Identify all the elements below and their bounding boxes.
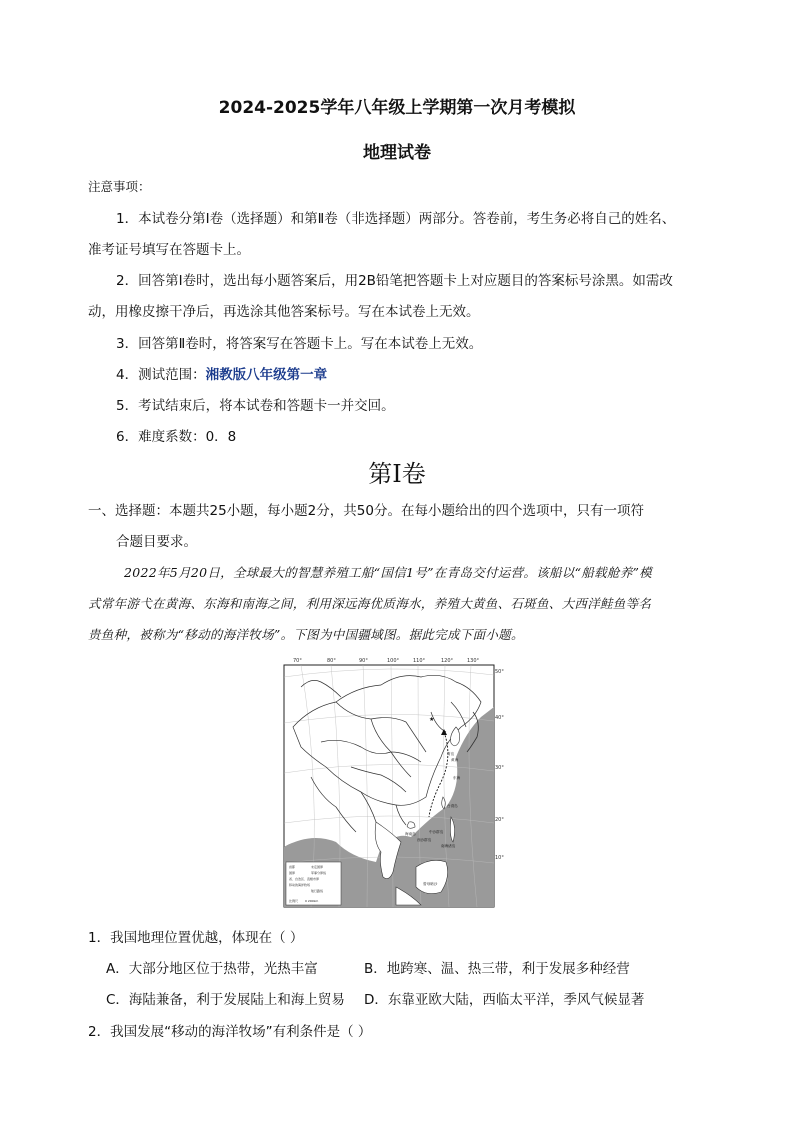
note-item-3: 3．回答第Ⅱ卷时，将答案写在答题卡上。写在本试卷上无效。 (116, 336, 483, 352)
legend-item: 国界 (289, 871, 296, 875)
exam-title: 2024-2025学年八年级上学期第一次月考模拟 (218, 98, 576, 118)
passage-line-3: 贵鱼种，被称为“移动的海洋牧场”。下图为中国疆域图。据此完成下面小题。 (88, 627, 524, 642)
place-label: 青岛 (447, 752, 455, 756)
passage-line-1: 2022年5月20日，全球最大的智慧养殖工船“国信1号”在青岛交付运营。该船以“船载舱养”模 (124, 565, 652, 580)
legend-item: 首都 (289, 865, 296, 869)
question-1-option-b: B．地跨寒、温、热三带，利于发展多种经营 (364, 961, 630, 977)
lat-label: 20° (495, 817, 504, 823)
question-1-option-a: A．大部分地区位于热带，光热丰富 (106, 961, 318, 977)
place-label: 西沙群岛 (417, 838, 432, 842)
place-label: 曾母暗沙 (423, 882, 438, 886)
scale-label: 比例尺 (289, 899, 299, 903)
scale-value: 0 200km (305, 899, 319, 903)
question-1-option-d: D．东靠亚欧大陆，西临太平洋，季风气候显著 (364, 992, 645, 1008)
capital-star-icon: ★ (429, 716, 435, 723)
question-1-option-c: C．海陆兼备，利于发展陆上和海上贸易 (106, 992, 345, 1008)
note-item-2: 2．回答第Ⅰ卷时，选出每小题答案后，用2B铅笔把答题卡上对应题目的答案标号涂黑。如需改 (116, 273, 673, 289)
map-legend (286, 862, 341, 905)
test-scope: 湘教版八年级第一章 (205, 367, 328, 383)
legend-item: 移动的海洋牧场 (289, 883, 311, 887)
place-label: 东海 (453, 776, 461, 780)
place-label: 南海诸岛 (441, 844, 456, 848)
place-label: 中沙群岛 (429, 830, 444, 834)
place-label: 台湾岛 (447, 804, 458, 808)
legend-item: 航行路线 (311, 889, 324, 893)
section-intro: 一、选择题：本题共25小题，每小题2分，共50分。在每小题给出的四个选项中，只有一项符 (88, 503, 644, 519)
exam-subtitle: 地理试卷 (363, 143, 431, 163)
note-item-5: 5．考试结束后，将本试卷和答题卡一并交回。 (116, 398, 395, 414)
section-intro-cont: 合题目要求。 (116, 534, 197, 550)
china-territory-map (281, 657, 506, 909)
note-item-4 (116, 363, 327, 383)
lon-label: 90° (359, 658, 368, 664)
legend-item: 未定国界 (311, 865, 324, 869)
note-item-4-label: 4．测试范围： (116, 367, 206, 383)
question-2-stem: 2．我国发展“移动的海洋牧场”有利条件是（ ） (88, 1024, 372, 1040)
notes-heading: 注意事项： (88, 179, 151, 194)
lon-label: 120° (441, 658, 454, 664)
note-item-1: 1．本试卷分第Ⅰ卷（选择题）和第Ⅱ卷（非选择题）两部分。答卷前，考生务必将自己的姓名、 (116, 211, 676, 227)
note-item-2-cont: 动，用橡皮擦干净后，再选涂其他答案标号。写在本试卷上无效。 (88, 304, 480, 320)
note-item-1-cont: 准考证号填写在答题卡上。 (88, 242, 250, 258)
place-label: 黄海 (451, 758, 459, 762)
lon-label: 80° (327, 658, 336, 664)
question-1-stem: 1．我国地理位置优越，体现在（ ） (88, 930, 304, 946)
lat-label: 10° (495, 855, 504, 861)
lon-label: 130° (467, 658, 480, 664)
lat-label: 30° (495, 765, 504, 771)
lon-label: 110° (413, 658, 426, 664)
lat-label: 40° (495, 715, 504, 721)
passage-line-2: 式常年游弋在黄海、东海和南海之间，利用深远海优质海水，养殖大黄鱼、石斑鱼、大西洋鲑鱼等名 (88, 596, 652, 611)
place-label: 海南岛 (405, 832, 416, 836)
lon-label: 100° (387, 658, 400, 664)
lat-label: 50° (495, 669, 504, 675)
legend-item: 军事分界线 (311, 871, 327, 875)
section-title: 第Ⅰ卷 (368, 460, 426, 488)
lon-label: 70° (293, 658, 302, 664)
note-item-6: 6．难度系数：0．8 (116, 429, 237, 445)
legend-item: 省、自治区、直辖市界 (289, 877, 320, 881)
